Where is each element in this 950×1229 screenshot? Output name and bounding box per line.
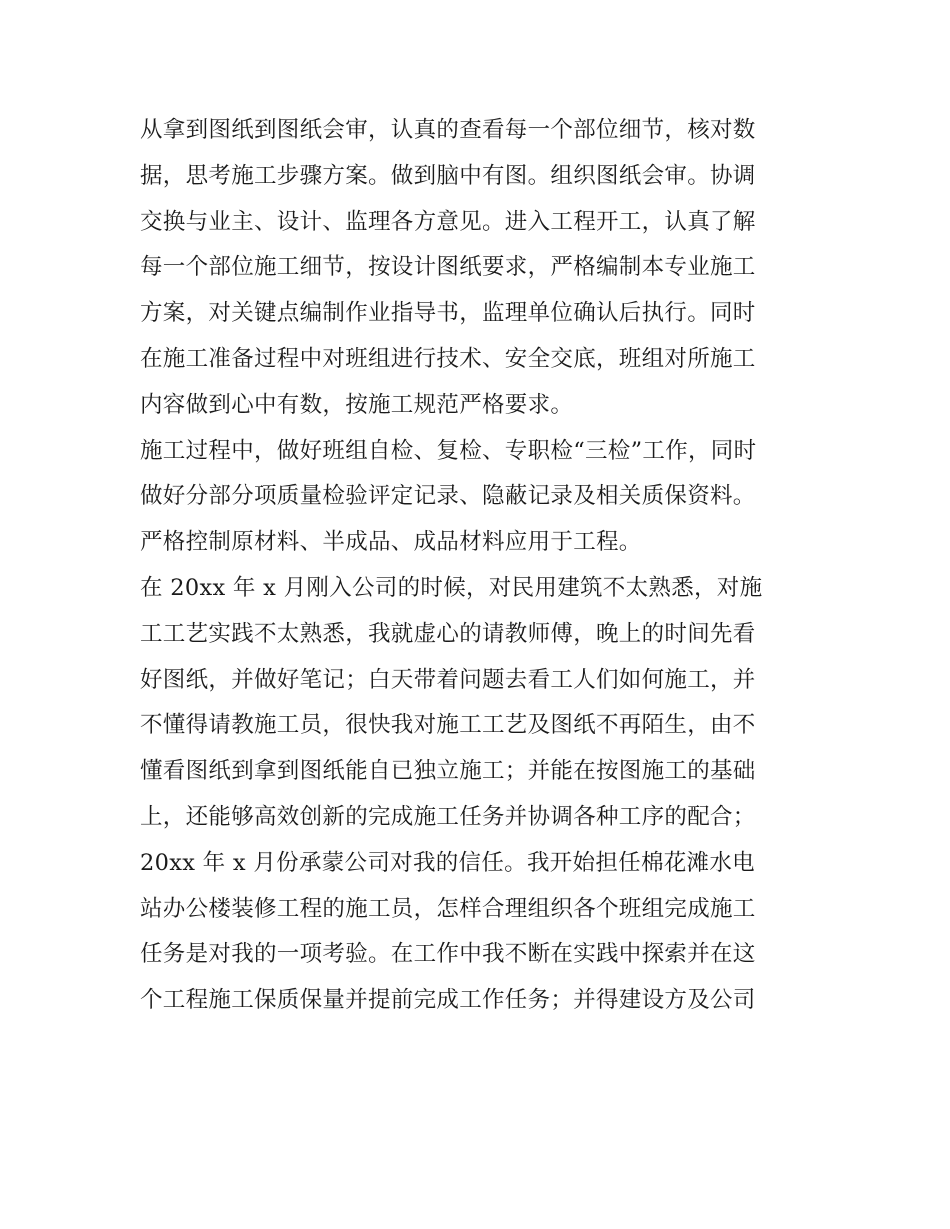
text-line: 做好分部分项质量检验评定记录、隐蔽记录及相关质保资料。 [140,483,756,510]
text-line: 每一个部位施工细节，按设计图纸要求，严格编制本专业施工 [140,254,756,281]
text-line: 任务是对我的一项考验。在工作中我不断在实践中探索并在这 [140,941,756,968]
text-line: 不懂得请教施工员，很快我对施工工艺及图纸不再陌生，由不 [140,712,756,739]
body-text [140,108,830,1024]
text-line: 20xx 年 x 月份承蒙公司对我的信任。我开始担任棉花滩水电 [140,849,755,876]
text-line: 在施工准备过程中对班组进行技术、安全交底，班组对所施工 [140,345,756,372]
text-line: 交换与业主、设计、监理各方意见。进入工程开工，认真了解 [140,208,756,235]
text-line: 方案，对关键点编制作业指导书，监理单位确认后执行。同时 [140,300,756,327]
text-line: 个工程施工保质保量并提前完成工作任务；并得建设方及公司 [140,987,756,1014]
text-line: 工工艺实践不太熟悉，我就虚心的请教师傅，晚上的时间先看 [140,620,756,647]
text-line: 站办公楼装修工程的施工员，怎样合理组织各个班组完成施工 [140,895,756,922]
text-line: 懂看图纸到拿到图纸能自已独立施工；并能在按图施工的基础 [140,758,756,785]
text-line: 从拿到图纸到图纸会审，认真的查看每一个部位细节，核对数 [140,117,756,143]
text-line: 严格控制原材料、半成品、成品材料应用于工程。 [140,529,642,556]
text-line: 好图纸，并做好笔记；白天带着问题去看工人们如何施工，并 [140,666,756,693]
text-line: 上，还能够高效创新的完成施工任务并协调各种工序的配合； [140,803,756,830]
text-line: 内容做到心中有数，按施工规范严格要求。 [140,391,574,418]
text-line: 施工过程中，做好班组自检、复检、专职检“三检”工作，同时 [140,437,757,464]
text-line: 据，思考施工步骤方案。做到脑中有图。组织图纸会审。协调 [140,162,756,189]
text-line: 在 20xx 年 x 月刚入公司的时候，对民用建筑不太熟悉，对施 [140,574,763,601]
